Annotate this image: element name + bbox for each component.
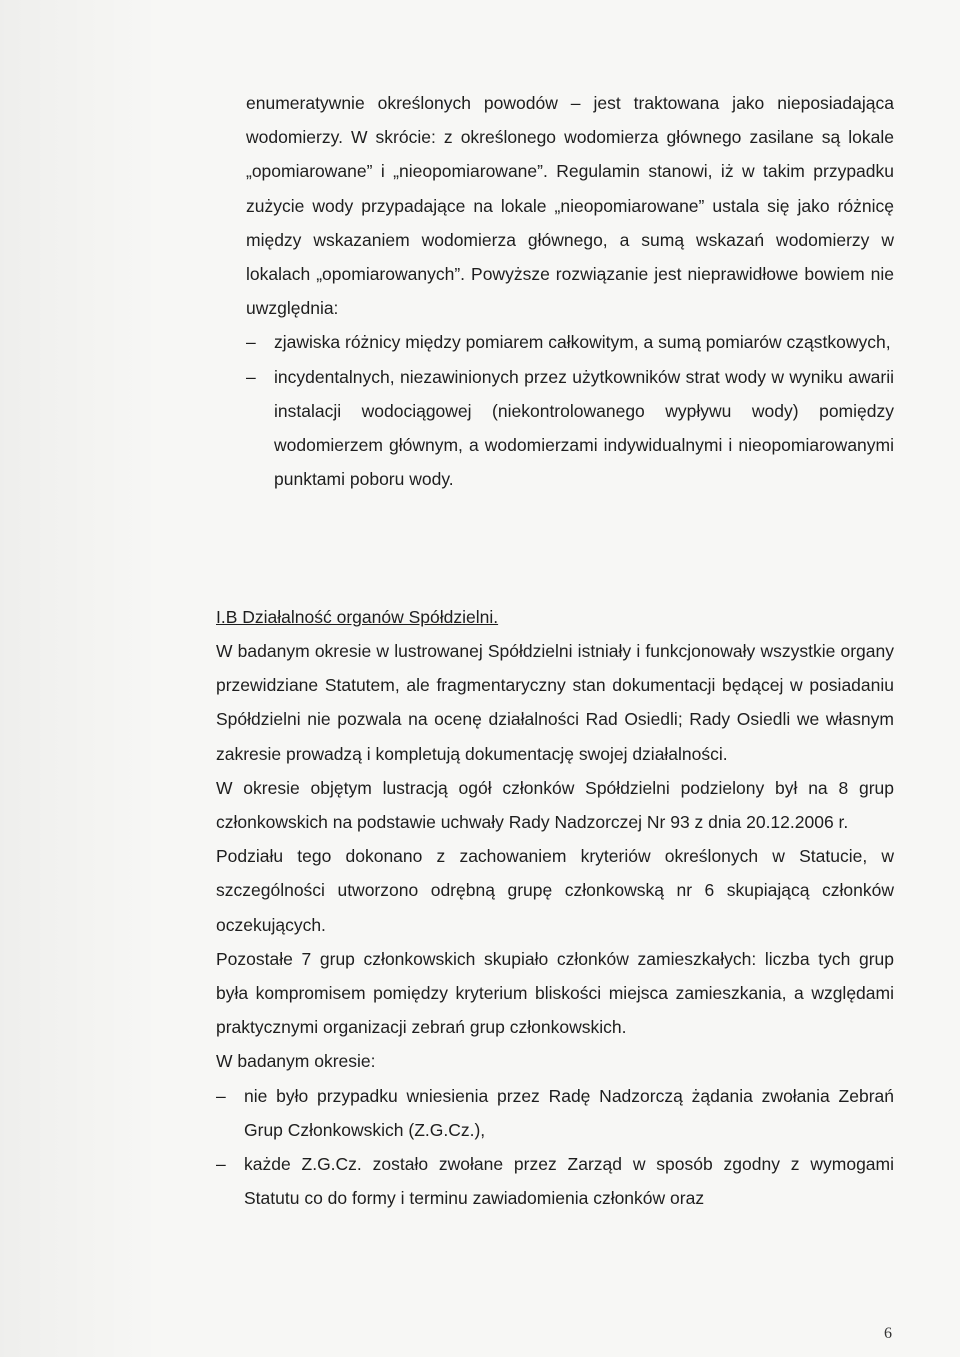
list-item-text: nie było przypadku wniesienia przez Radę Nadzorczą żądania zwołania Zebrań Grup Członkowskich (Z.G.Cz.), — [244, 1085, 894, 1140]
intro-paragraph: enumeratywnie określonych powodów – jest traktowana jako nieposiadająca wodomierzy. W skrócie: z określonego wodomierza głównego zasilane są lokale „opomiarowane” i „nieopomiarowane”. Regulamin stanowi, iż w takim przypadku zużycie wody przypadające na lokale „nieopomiarowane” ustala się jako różnicę między wskazaniem wodomierza głównego, a sumą wskazań wodomierzy w lokalach „opomiarowanych”. Powyższe rozwiązanie jest nieprawidłowe bowiem nie uwzględnia: — [246, 93, 894, 319]
paragraph: Podziału tego dokonano z zachowaniem kryteriów określonych w Statucie, w szczególności utworzono odrębną grupę członkowską nr 6 skupiającą członków oczekujących. — [216, 846, 894, 935]
paragraph: W badanym okresie: — [216, 1051, 376, 1072]
list-item — [246, 325, 894, 359]
paragraph: Pozostałe 7 grup członkowskich skupiało członków zamieszkałych: liczba tych grup była kompromisem pomiędzy kryterium bliskości miejsca zamieszkania, a względami praktycznymi organizacji zebrań grup członkowskich. — [216, 948, 894, 1038]
list-item-text: każde Z.G.Cz. zostało zwołane przez Zarząd w sposób zgodny z wymogami Statutu co do formy i terminu zawiadomienia członków oraz — [244, 1154, 894, 1209]
list-dash: – — [246, 366, 256, 387]
list-item-text: incydentalnych, niezawinionych przez użytkowników strat wody w wyniku awarii instalacji wodociągowej (niekontrolowanego wypływu wody) pomiędzy wodomierzem głównym, a wodomierzami indywidualnymi i nieopomiarowanymi punktami poboru wody. — [274, 366, 894, 490]
list-dash: – — [246, 332, 256, 353]
top-text-block — [246, 86, 894, 496]
paragraph: W badanym okresie w lustrowanej Spółdzielni istniały i funkcjonowały wszystkie organy przewidziane Statutem, ale fragmentaryczny stan dokumentacji będącej w posiadaniu Spółdzielni nie pozwala na ocenę działalności Rad Osiedli; Rady Osiedli we własnym zakresie prowadzą i kompletują dokumentację swojej działalności. — [216, 641, 894, 764]
paragraph: W okresie objętym lustracją ogół członków Spółdzielni podzielony był na 8 grup członkowskich na podstawie uchwały Rady Nadzorczej Nr 93 z dnia 20.12.2006 r. — [216, 777, 894, 833]
list-dash: – — [216, 1154, 226, 1175]
list-dash: – — [216, 1085, 226, 1106]
scan-edge-shadow — [0, 0, 160, 1357]
list-item — [216, 1147, 894, 1215]
list-item — [246, 360, 894, 497]
list-item — [216, 1079, 894, 1147]
list-item-text: zjawiska różnicy między pomiarem całkowitym, a sumą pomiarów cząstkowych, — [274, 332, 891, 353]
page-number: 6 — [884, 1325, 892, 1342]
section-ib — [216, 602, 894, 1215]
section-heading: I.B Działalność organów Spółdzielni. — [216, 607, 499, 627]
